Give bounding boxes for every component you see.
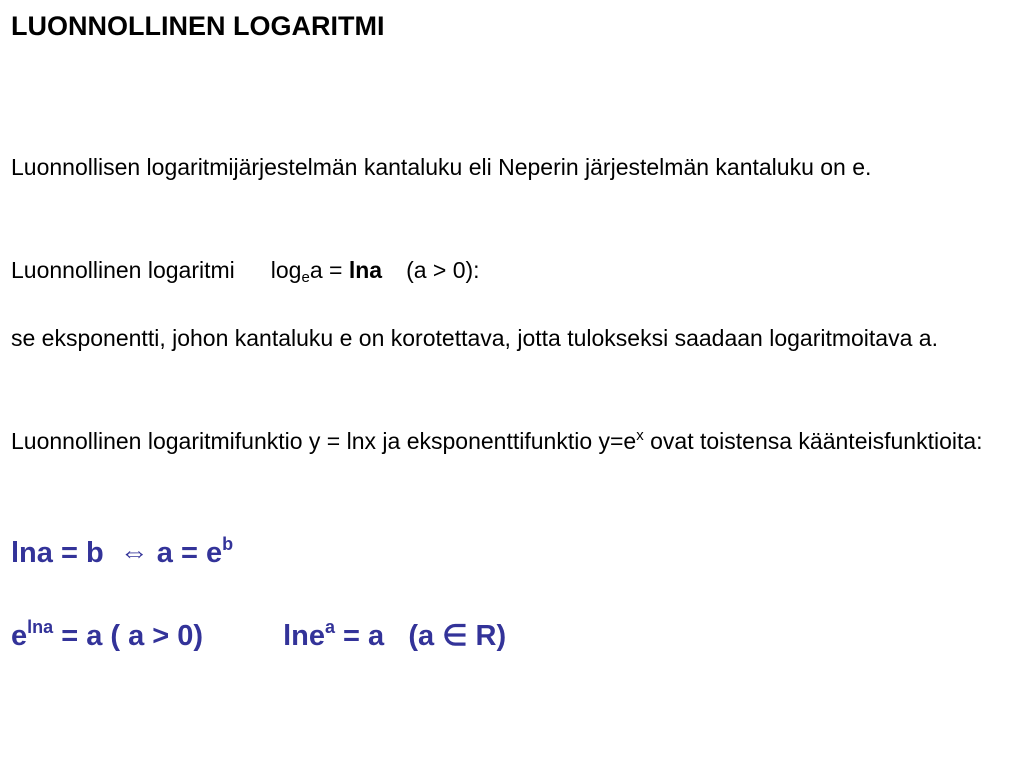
exponent-x: x bbox=[636, 427, 644, 444]
formula-equivalence bbox=[11, 534, 233, 572]
identity-ln-rest: = a (a ∈ R) bbox=[335, 620, 507, 652]
paragraph-inverse-functions bbox=[11, 424, 1016, 458]
formula-right: a = e bbox=[148, 537, 223, 569]
identity-ln-base: lne bbox=[283, 620, 325, 652]
log-argument: a = bbox=[309, 257, 349, 283]
formula-exponent-b: b bbox=[222, 534, 234, 554]
paragraph-exponent-explanation: se eksponentti, johon kantaluku e on korotettava, jotta tulokseksi saadaan logaritmoitava a. bbox=[11, 325, 938, 351]
domain-condition: (a > 0): bbox=[406, 257, 480, 283]
ln-notation: lna bbox=[348, 257, 383, 283]
log-text: log bbox=[270, 257, 302, 283]
inverse-functions-text: Luonnollinen logaritmifunktio y = lnx ja eksponenttifunktio y=e bbox=[11, 428, 637, 454]
inverse-functions-tail: ovat toistensa käänteisfunktioita: bbox=[643, 428, 983, 454]
paragraph-base-definition: Luonnollisen logaritmijärjestelmän kantaluku eli Neperin järjestelmän kantaluku on e. bbox=[11, 154, 872, 180]
identity-e-exponent: lna bbox=[27, 617, 54, 637]
paragraph-natural-log-definition bbox=[11, 253, 1016, 287]
natural-log-label: Luonnollinen logaritmi bbox=[11, 257, 235, 283]
equivalence-symbol: ⇔ bbox=[119, 537, 149, 569]
log-base: e bbox=[301, 269, 310, 286]
identity-e-rest: = a ( a > 0) bbox=[53, 620, 204, 652]
slide-title: LUONNOLLINEN LOGARITMI bbox=[11, 11, 385, 41]
formula-identities bbox=[11, 617, 506, 655]
formula-left: lna = b bbox=[11, 537, 112, 569]
identity-e-base: e bbox=[11, 620, 28, 652]
identity-ln-exponent: a bbox=[324, 617, 335, 637]
